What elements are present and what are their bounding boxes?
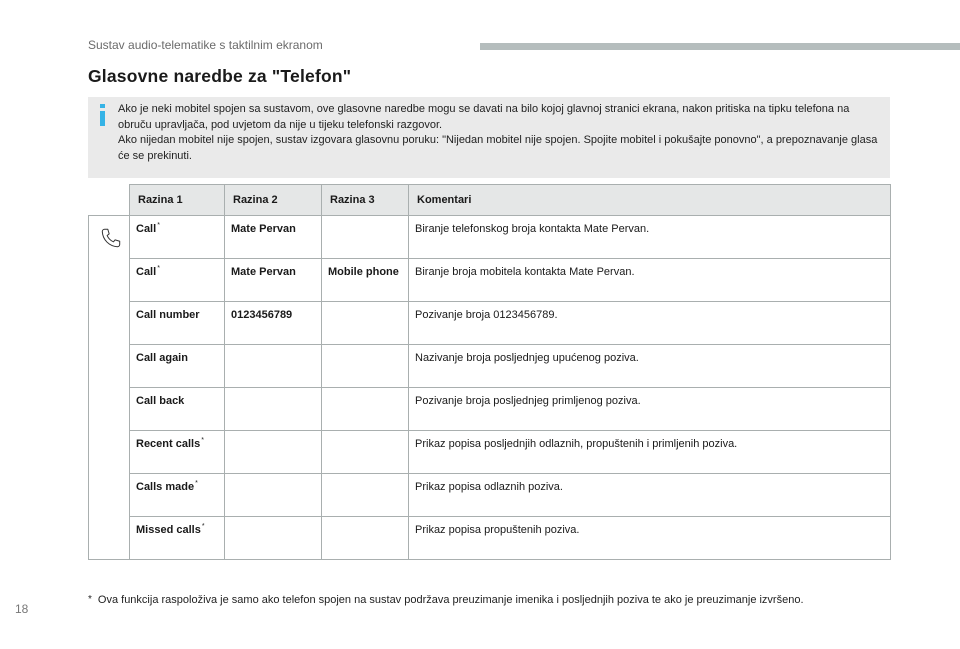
info-text (118, 102, 878, 164)
cell-level2: Mate Pervan (225, 216, 322, 259)
header-bar (480, 43, 960, 50)
cell-level1: Call back (130, 388, 225, 431)
cell-level2 (225, 345, 322, 388)
col-header-level2: Razina 2 (225, 185, 322, 216)
phone-icon-cell (89, 216, 130, 560)
table-row (89, 259, 891, 302)
table-corner (89, 185, 130, 216)
cell-level3 (322, 345, 409, 388)
table-row (89, 517, 891, 560)
page-number: 18 (15, 602, 29, 616)
cell-comment: Prikaz popisa posljednjih odlaznih, propuštenih i primljenih poziva. (409, 431, 891, 474)
cell-level2 (225, 517, 322, 560)
cell-level1: Call* (130, 259, 225, 302)
phone-handset-icon (100, 227, 122, 249)
cell-level3 (322, 474, 409, 517)
cell-level3 (322, 388, 409, 431)
cell-level3 (322, 431, 409, 474)
cell-comment: Pozivanje broja 0123456789. (409, 302, 891, 345)
cell-level2: Mate Pervan (225, 259, 322, 302)
col-header-level3: Razina 3 (322, 185, 409, 216)
page-title: Glasovne naredbe za "Telefon" (88, 66, 352, 86)
section-header: Sustav audio-telematike s taktilnim ekranom (88, 38, 323, 52)
cell-comment: Nazivanje broja posljednjeg upućenog poziva. (409, 345, 891, 388)
cell-level2 (225, 388, 322, 431)
cell-level1: Recent calls* (130, 431, 225, 474)
info-line-1: Ako je neki mobitel spojen sa sustavom, ove glasovne naredbe mogu se davati na bilo kojoj glavnoj stranici ekrana, nakon pritiska na tipku telefona na obruču upravljača, pod uvjetom da nije u tijeku telefonski razgovor. (118, 103, 850, 131)
table-row (89, 302, 891, 345)
table-header-row (89, 185, 891, 216)
table-row (89, 388, 891, 431)
cell-level3 (322, 216, 409, 259)
cell-level3 (322, 302, 409, 345)
info-icon (96, 104, 110, 126)
cell-level2: 0123456789 (225, 302, 322, 345)
cell-level1: Missed calls* (130, 517, 225, 560)
cell-comment: Pozivanje broja posljednjeg primljenog poziva. (409, 388, 891, 431)
cell-comment: Biranje broja mobitela kontakta Mate Pervan. (409, 259, 891, 302)
table-row (89, 474, 891, 517)
table-row (89, 345, 891, 388)
cell-comment: Biranje telefonskog broja kontakta Mate Pervan. (409, 216, 891, 259)
voice-commands-table (88, 184, 891, 560)
footnote-star: * (88, 594, 92, 605)
col-header-comments: Komentari (409, 185, 891, 216)
table-row (89, 431, 891, 474)
cell-level1: Call again (130, 345, 225, 388)
footnote-text: Ova funkcija raspoloživa je samo ako telefon spojen na sustav podržava preuzimanje imenika i posljednjih poziva te ako je preuzimanje izvršeno. (97, 594, 804, 606)
cell-level2 (225, 431, 322, 474)
cell-level1: Call number (130, 302, 225, 345)
footnote (88, 594, 804, 606)
cell-level2 (225, 474, 322, 517)
cell-comment: Prikaz popisa odlaznih poziva. (409, 474, 891, 517)
cell-comment: Prikaz popisa propuštenih poziva. (409, 517, 891, 560)
col-header-level1: Razina 1 (130, 185, 225, 216)
info-box (88, 97, 890, 178)
info-line-2: Ako nijedan mobitel nije spojen, sustav izgovara glasovnu poruku: "Nijedan mobitel nije spojen. Spojite mobitel i pokušajte ponovno", a prepoznavanje glasa će se prekinuti. (118, 134, 878, 162)
cell-level1: Calls made* (130, 474, 225, 517)
cell-level1: Call* (130, 216, 225, 259)
cell-level3 (322, 517, 409, 560)
cell-level3: Mobile phone (322, 259, 409, 302)
table-row (89, 216, 891, 259)
